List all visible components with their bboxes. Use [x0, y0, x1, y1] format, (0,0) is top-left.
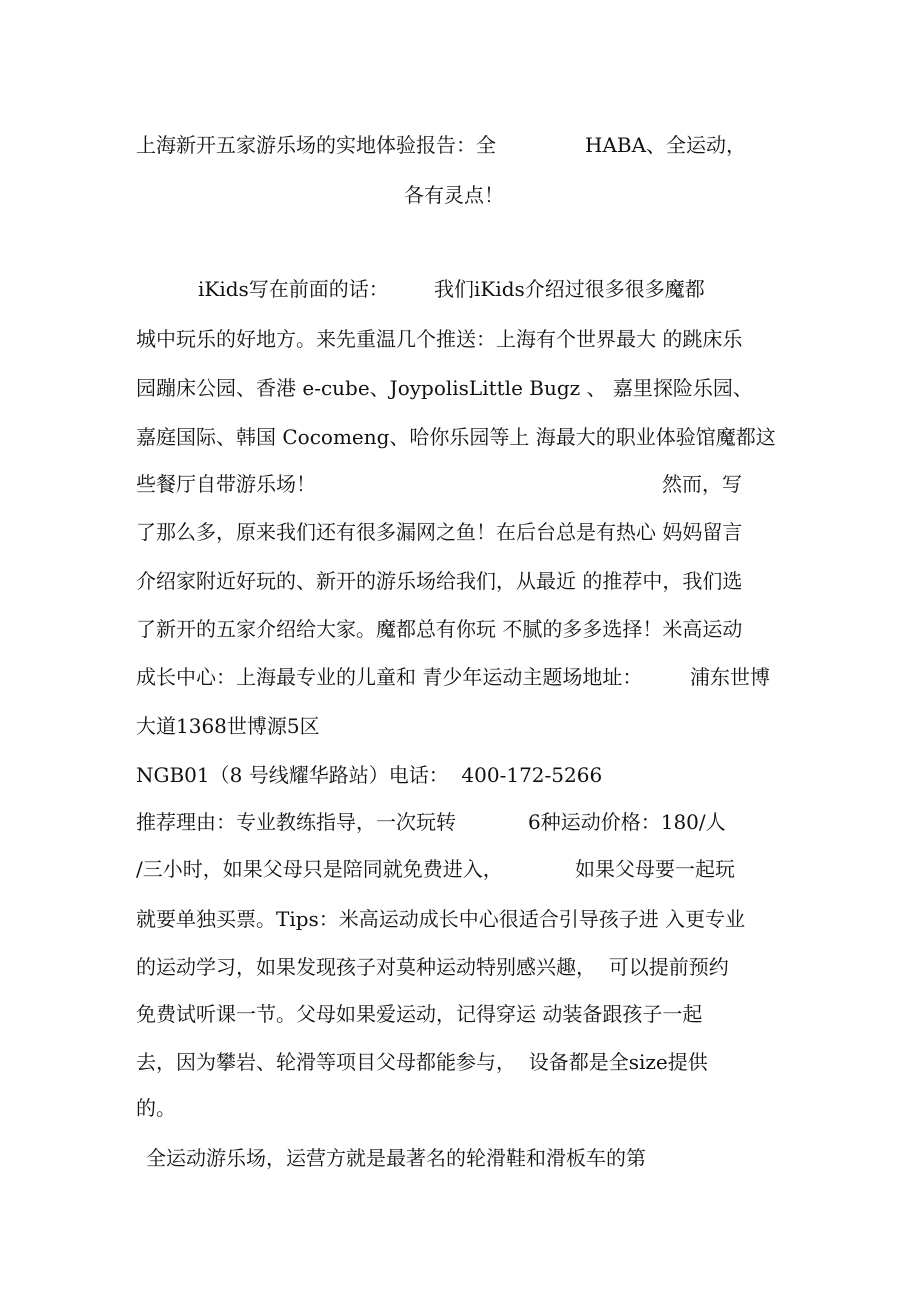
title-line-1-part-2: HABA、全运动， — [585, 133, 747, 157]
paragraph-line: 如果父母要一起玩 — [575, 857, 735, 881]
paragraph-line: 全运动游乐场，运营方就是最著名的轮滑鞋和滑板车的第 — [146, 1146, 646, 1170]
paragraph-line: 了新开的五家介绍给大家。魔都总有你玩 不腻的多多选择！米高运动 — [136, 617, 743, 641]
paragraph-line: 嘉庭国际、韩国 Cocomeng、哈你乐园等上 海最大的职业体验馆魔都这 — [136, 425, 776, 449]
paragraph-line: 6种运动价格：180/人 — [528, 810, 726, 834]
paragraph-line: 浦东世博 — [690, 665, 770, 689]
paragraph-line: 就要单独买票。Tips：米高运动成长中心很适合引导孩子进 入更专业 — [136, 907, 746, 931]
paragraph-line: 城中玩乐的好地方。来先重温几个推送：上海有个世界最大 的跳床乐 — [136, 327, 743, 351]
paragraph-line: 然而，写 — [662, 472, 742, 496]
paragraph-line: 些餐厅自带游乐场！ — [136, 472, 316, 496]
paragraph-line: 介绍家附近好玩的、新开的游乐场给我们，从最近 的推荐中，我们选 — [136, 569, 743, 593]
paragraph-line: NGB01（8 号线耀华路站）电话： 400-172-5266 — [136, 763, 603, 787]
title-line-2: 各有灵点！ — [404, 183, 504, 207]
paragraph-line: 去，因为攀岩、轮滑等项目父母都能参与， 设备都是全size提供 — [136, 1050, 708, 1074]
paragraph-line: 园蹦床公园、香港 e-cube、JoypolisLittle Bugz 、 嘉里探险乐园、 — [136, 376, 753, 400]
paragraph-line: 免费试听课一节。父母如果爱运动，记得穿运 动装备跟孩子一起 — [136, 1002, 703, 1026]
paragraph-line: 大道1368世博源5区 — [136, 714, 320, 738]
paragraph-line: 我们iKids介绍过很多很多魔都 — [434, 277, 705, 301]
paragraph-line: 的运动学习，如果发现孩子对莫种运动特别感兴趣， 可以提前预约 — [136, 955, 729, 979]
paragraph-line: 成长中心：上海最专业的儿童和 青少年运动主题场地址： — [136, 665, 643, 689]
paragraph-line: /三小时，如果父母只是陪同就免费进入， — [136, 857, 503, 881]
title-line-1-part-1: 上海新开五家游乐场的实地体验报告：全 — [136, 133, 496, 157]
paragraph-line: 的。 — [136, 1096, 176, 1120]
paragraph-line: 推荐理由：专业教练指导，一次玩转 — [136, 810, 456, 834]
paragraph-line: iKids写在前面的话： — [198, 277, 389, 301]
paragraph-line: 了那么多，原来我们还有很多漏网之鱼！在后台总是有热心 妈妈留言 — [136, 520, 743, 544]
